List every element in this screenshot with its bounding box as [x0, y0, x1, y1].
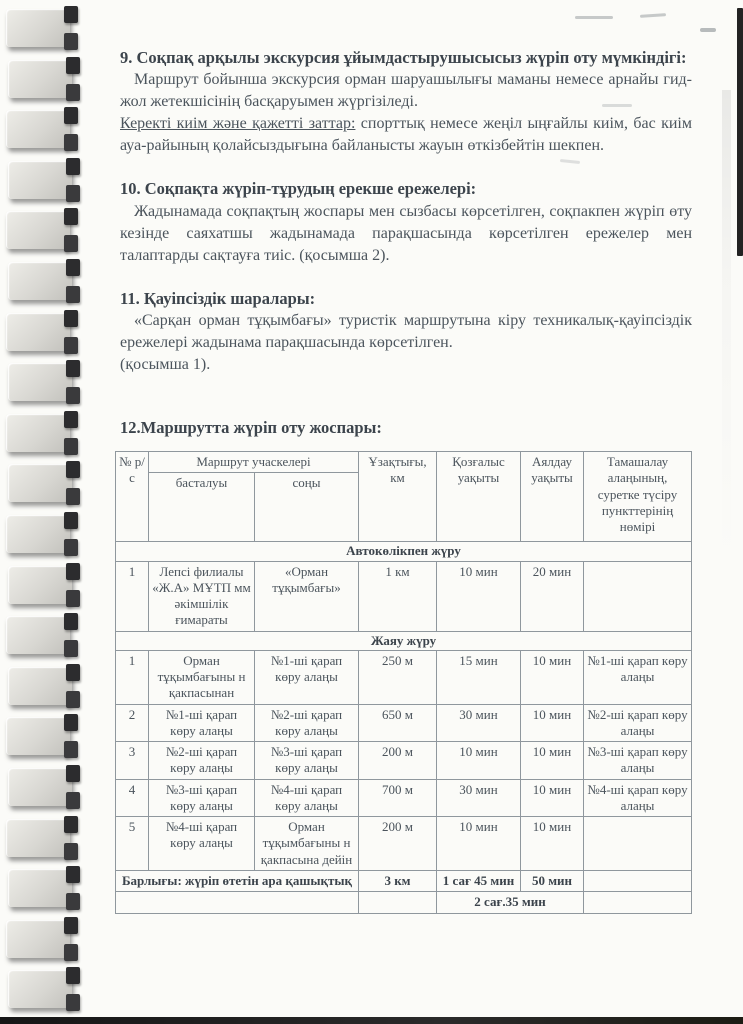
binding-ring [8, 866, 88, 910]
section-11-heading [120, 287, 692, 310]
table-row [116, 779, 692, 817]
section-title: Маршрутта жүріп оту жоспары: [140, 418, 382, 438]
cell-end: №4-ші қарап көру алаңы [255, 779, 359, 817]
col-header-end: соңы [255, 473, 359, 542]
section-12 [120, 416, 692, 439]
table-section-auto [116, 542, 692, 561]
paragraph-text: спорттық немесе жеңіл ыңғайлы киім, бас киім ауа-райының қолайсыздығына байланысты жауын өткізбейтін шекпен. [120, 115, 692, 155]
cell-move: 30 мин [437, 704, 521, 742]
underlined-lead: Керекті киім және қажетті заттар: [120, 115, 356, 133]
scan-smudge [700, 28, 716, 32]
cell-stop: 10 мин [521, 779, 584, 817]
cell-num: 2 [116, 704, 149, 742]
table-row [116, 742, 692, 780]
cell-move: 10 мин [437, 742, 521, 780]
section-number: 12. [120, 418, 141, 438]
binding-ring [8, 259, 88, 303]
binding-ring [8, 967, 88, 1011]
cell-viewing: №1-ші қарап көру алаңы [584, 650, 692, 704]
cell-distance: 250 м [359, 650, 437, 704]
cell-distance: 650 м [359, 704, 437, 742]
cell-viewing: №2-ші қарап көру алаңы [584, 704, 692, 742]
cell-viewing [584, 870, 692, 891]
binding-ring [8, 765, 88, 809]
section-number: 11. [120, 288, 144, 308]
binding-ring [6, 411, 86, 455]
table-row [116, 650, 692, 704]
section-title: Соқпақ арқылы экскурсия ұйымдастырушысысыз жүріп оту мүмкіндігі: [136, 48, 687, 67]
binding-comb [0, 0, 100, 1024]
cell-distance: 1 км [359, 561, 437, 631]
col-header-move-time: Қозғалыс уақыты [437, 452, 521, 542]
binding-ring [6, 512, 86, 556]
cell-num: 4 [116, 779, 149, 817]
total-stop: 50 мин [521, 870, 584, 891]
section-9-paragraph [120, 113, 692, 157]
cell-move: 10 мин [437, 561, 521, 631]
grand-total: 2 сағ.35 мин [437, 892, 584, 914]
cell-stop: 10 мин [521, 704, 584, 742]
cell-num: 3 [116, 742, 149, 780]
section-11 [120, 287, 692, 376]
cell-move: 30 мин [437, 779, 521, 817]
cell-move: 10 мин [437, 817, 521, 871]
section-10 [120, 177, 692, 266]
binding-ring [8, 57, 88, 101]
binding-ring [6, 917, 86, 961]
table-section-walk [116, 631, 692, 650]
cell-stop: 20 мин [521, 561, 584, 631]
col-header-start: басталуы [149, 473, 255, 542]
binding-ring [6, 816, 86, 860]
cell-num: 1 [116, 650, 149, 704]
table-grand-total-row [116, 892, 692, 914]
cell-end: «Орман тұқымбағы» [255, 561, 359, 631]
section-10-paragraph: Жадынамада соқпақтың жоспары мен сызбасы көрсетілген, соқпакпен жүріп өту кезінде саяхатшы жадынамада парақшасында көрсетілген ережелер мен талаптарды сақтауға тиіс. (қосымша 2). [120, 202, 692, 264]
cell-viewing [584, 561, 692, 631]
table-row [116, 704, 692, 742]
table-row [116, 817, 692, 871]
binding-ring [6, 613, 86, 657]
table-header-row [116, 452, 692, 473]
scan-edge-right [737, 8, 743, 256]
empty-cell [116, 892, 359, 914]
binding-ring [8, 664, 88, 708]
table-row [116, 561, 692, 631]
col-header-viewing: Тамашалау алаңының, суретке түсіру пункттерінің нөмірі [584, 452, 692, 542]
section-10-heading [120, 177, 692, 200]
section-title: Қауіпсіздік шаралары: [143, 288, 316, 308]
cell-stop: 10 мин [521, 742, 584, 780]
document-page [120, 46, 692, 914]
cell-start: №3-ші қарап көру алаңы [149, 779, 255, 817]
col-header-duration: Ұзақтығы, км [359, 452, 437, 542]
cell-start: №4-ші қарап көру алаңы [149, 817, 255, 871]
binding-ring [6, 107, 86, 151]
binding-ring [6, 208, 86, 252]
binding-ring [8, 158, 88, 202]
cell-end: Орман тұқымбағыны н қакпасына дейін [255, 817, 359, 871]
cell-end: №2-ші қарап көру алаңы [255, 704, 359, 742]
cell-move: 15 мин [437, 650, 521, 704]
total-label: Барлығы: жүріп өтетін ара қашықтық [116, 870, 359, 891]
empty-cell [359, 892, 437, 914]
cell-viewing: №3-ші қарап көру алаңы [584, 742, 692, 780]
section-12-heading [120, 416, 692, 439]
cell-viewing: №4-ші қарап көру алаңы [584, 779, 692, 817]
scan-smudge [575, 16, 613, 19]
cell-end: №1-ші қарап көру алаңы [255, 650, 359, 704]
empty-cell [584, 892, 692, 914]
binding-ring [8, 360, 88, 404]
cell-distance: 700 м [359, 779, 437, 817]
section-label: Жаяу жүру [116, 631, 692, 650]
col-header-num: № р/с [116, 452, 149, 542]
section-9 [120, 46, 692, 157]
cell-stop: 10 мин [521, 650, 584, 704]
binding-ring [6, 714, 86, 758]
section-title: Соқпақта жүріп-тұрудың ерекше ережелері: [144, 179, 477, 199]
cell-num: 5 [116, 817, 149, 871]
cell-viewing [584, 817, 692, 871]
cell-distance: 200 м [359, 817, 437, 871]
scan-streak [722, 90, 731, 560]
cell-num: 1 [116, 561, 149, 631]
cell-end: №3-ші қарап көру алаңы [255, 742, 359, 780]
total-distance: 3 км [359, 870, 437, 891]
section-label: Автокөлікпен жүру [116, 542, 692, 561]
cell-start: №1-ші қарап көру алаңы [149, 704, 255, 742]
route-plan-table [115, 451, 692, 914]
binding-ring [8, 563, 88, 607]
cell-start: Орман тұқымбағыны н қакпасынан [149, 650, 255, 704]
section-9-paragraph: Маршрут бойынша экскурсия орман шаруашылығы маманы немесе арнайы гид-жол жетекшісінің басқаруымен жүргізіледі. [120, 71, 692, 111]
section-number: 9. [120, 48, 137, 67]
total-move: 1 сағ 45 мин [437, 870, 521, 891]
section-number: 10. [120, 179, 145, 199]
scan-smudge [640, 13, 666, 18]
cell-start: №2-ші қарап көру алаңы [149, 742, 255, 780]
cell-stop: 10 мин [521, 817, 584, 871]
col-header-route: Маршрут учаскелері [149, 452, 359, 473]
binding-ring [6, 310, 86, 354]
cell-distance: 200 м [359, 742, 437, 780]
binding-ring [8, 461, 88, 505]
section-11-note: (қосымша 1). [120, 355, 211, 373]
section-9-heading [120, 46, 692, 69]
table-total-row [116, 870, 692, 891]
section-11-paragraph: «Сарқан орман тұқымбағы» туристік маршрутына кіру техникалық-қауіпсіздік ережелері жадынама парақшасында көрсетілген. [120, 311, 692, 351]
scan-edge-bottom [0, 1017, 743, 1024]
cell-start: Лепсі филиалы «Ж.А» МҰТП мм әкімшілік ғимараты [149, 561, 255, 631]
col-header-stop-time: Аялдау уақыты [521, 452, 584, 542]
binding-ring [6, 6, 86, 50]
